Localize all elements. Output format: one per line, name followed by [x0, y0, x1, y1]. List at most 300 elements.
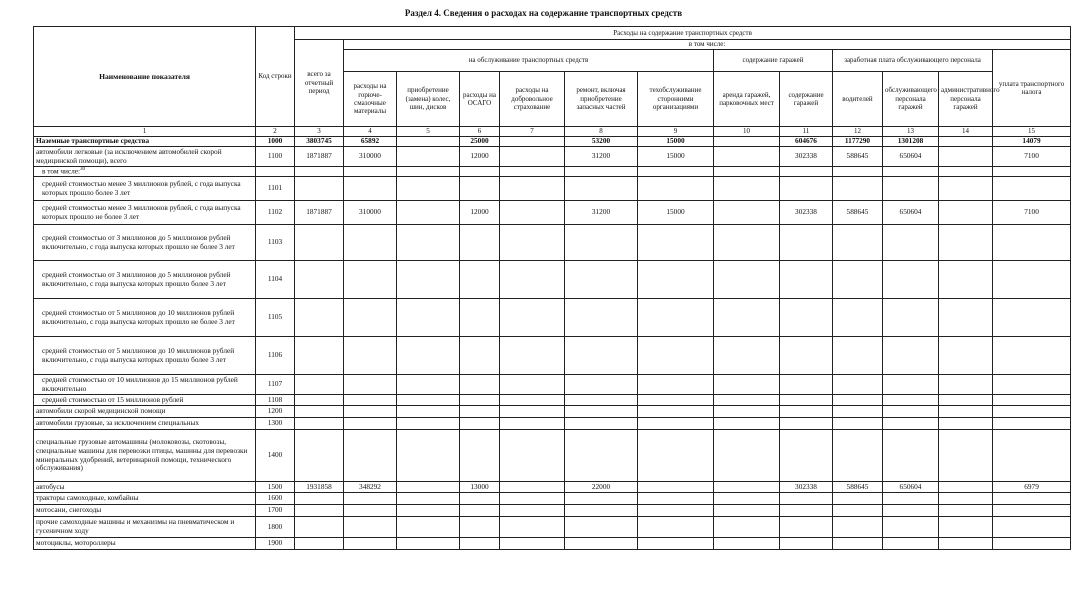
- header-sub: расходы на горюче-смазочные материалы: [344, 72, 397, 127]
- value-cell: [500, 337, 565, 375]
- value-cell: [500, 225, 565, 261]
- value-cell: [565, 337, 638, 375]
- value-cell: [638, 375, 714, 395]
- value-cell: [397, 261, 460, 299]
- value-cell: 22000: [565, 482, 638, 493]
- value-cell: 12000: [460, 147, 500, 167]
- value-cell: [397, 505, 460, 517]
- value-cell: [939, 406, 993, 418]
- row-label: тракторы самоходные, комбайны: [34, 493, 256, 505]
- header-maintenance: на обслуживание транспортных средств: [344, 50, 714, 72]
- row-code: 1600: [256, 493, 295, 505]
- value-cell: [565, 299, 638, 337]
- value-cell: [344, 406, 397, 418]
- value-cell: [714, 538, 780, 550]
- value-cell: [565, 375, 638, 395]
- column-index-cell: 10: [714, 127, 780, 137]
- row-label: средней стоимостью от 15 миллионов рублей: [34, 395, 256, 406]
- value-cell: 15000: [638, 137, 714, 147]
- row-code: 1000: [256, 137, 295, 147]
- value-cell: [638, 337, 714, 375]
- value-cell: [714, 375, 780, 395]
- value-cell: [344, 337, 397, 375]
- value-cell: [397, 337, 460, 375]
- value-cell: [500, 147, 565, 167]
- value-cell: [833, 375, 883, 395]
- row-code: 1108: [256, 395, 295, 406]
- value-cell: [638, 167, 714, 177]
- table-header: [34, 27, 1071, 127]
- value-cell: [993, 430, 1071, 482]
- value-cell: [638, 517, 714, 538]
- value-cell: [939, 375, 993, 395]
- header-sub: расходы на ОСАГО: [460, 72, 500, 127]
- value-cell: [295, 299, 344, 337]
- value-cell: [939, 201, 993, 225]
- value-cell: [638, 418, 714, 430]
- value-cell: [780, 375, 833, 395]
- value-cell: [397, 482, 460, 493]
- value-cell: [397, 201, 460, 225]
- value-cell: [993, 538, 1071, 550]
- row-code: 1700: [256, 505, 295, 517]
- value-cell: [833, 299, 883, 337]
- value-cell: [460, 430, 500, 482]
- value-cell: [460, 261, 500, 299]
- value-cell: 588645: [833, 482, 883, 493]
- row-label: мотоциклы, мотороллеры: [34, 538, 256, 550]
- table-row: [34, 375, 1071, 395]
- value-cell: [883, 375, 939, 395]
- column-index-cell: 13: [883, 127, 939, 137]
- value-cell: [714, 261, 780, 299]
- column-index-cell: 5: [397, 127, 460, 137]
- header-sub: расходы на добровольное страхование: [500, 72, 565, 127]
- value-cell: [883, 395, 939, 406]
- value-cell: [460, 406, 500, 418]
- value-cell: [993, 177, 1071, 201]
- column-index-cell: 12: [833, 127, 883, 137]
- row-label: автобусы: [34, 482, 256, 493]
- table-row: [34, 167, 1071, 177]
- header-including: в том числе:: [344, 40, 1071, 50]
- value-cell: [397, 493, 460, 505]
- value-cell: [939, 177, 993, 201]
- header-sub: приобретение (замена) колес, шин, дисков: [397, 72, 460, 127]
- value-cell: [638, 430, 714, 482]
- row-code: 1900: [256, 538, 295, 550]
- value-cell: [565, 406, 638, 418]
- value-cell: 25000: [460, 137, 500, 147]
- header-tax: уплата транспортного налога: [993, 50, 1071, 127]
- table-row: [34, 430, 1071, 482]
- value-cell: [460, 375, 500, 395]
- table-row: [34, 493, 1071, 505]
- value-cell: [295, 261, 344, 299]
- value-cell: [460, 225, 500, 261]
- value-cell: [460, 167, 500, 177]
- value-cell: [883, 406, 939, 418]
- header-sub: обслуживающего персонала гаражей: [883, 72, 939, 127]
- value-cell: [993, 418, 1071, 430]
- value-cell: [565, 261, 638, 299]
- row-code: [256, 167, 295, 177]
- value-cell: [714, 201, 780, 225]
- row-code: 1103: [256, 225, 295, 261]
- value-cell: [295, 505, 344, 517]
- value-cell: [397, 147, 460, 167]
- row-code: 1107: [256, 375, 295, 395]
- value-cell: 14079: [993, 137, 1071, 147]
- value-cell: [565, 177, 638, 201]
- value-cell: [344, 395, 397, 406]
- value-cell: 650604: [883, 147, 939, 167]
- value-cell: [939, 337, 993, 375]
- value-cell: [939, 538, 993, 550]
- value-cell: [939, 147, 993, 167]
- value-cell: [993, 493, 1071, 505]
- value-cell: [714, 299, 780, 337]
- value-cell: [638, 395, 714, 406]
- value-cell: [780, 395, 833, 406]
- row-code: 1102: [256, 201, 295, 225]
- header-expenses: Расходы на содержание транспортных средств: [295, 27, 1071, 40]
- value-cell: [833, 225, 883, 261]
- value-cell: [295, 375, 344, 395]
- value-cell: [939, 261, 993, 299]
- value-cell: 604676: [780, 137, 833, 147]
- column-index-cell: 8: [565, 127, 638, 137]
- value-cell: [397, 137, 460, 147]
- value-cell: [565, 167, 638, 177]
- value-cell: [714, 147, 780, 167]
- column-index-cell: 9: [638, 127, 714, 137]
- value-cell: [883, 299, 939, 337]
- value-cell: 7100: [993, 201, 1071, 225]
- value-cell: [344, 517, 397, 538]
- value-cell: [638, 406, 714, 418]
- value-cell: [939, 493, 993, 505]
- row-code: 1500: [256, 482, 295, 493]
- value-cell: [397, 538, 460, 550]
- row-code: 1100: [256, 147, 295, 167]
- value-cell: [500, 299, 565, 337]
- value-cell: [344, 375, 397, 395]
- value-cell: [993, 395, 1071, 406]
- value-cell: [500, 395, 565, 406]
- value-cell: [714, 493, 780, 505]
- value-cell: [780, 167, 833, 177]
- value-cell: [993, 299, 1071, 337]
- value-cell: [460, 395, 500, 406]
- value-cell: [939, 505, 993, 517]
- header-code: Код строки: [256, 27, 295, 127]
- table-row: [34, 337, 1071, 375]
- value-cell: 588645: [833, 147, 883, 167]
- value-cell: [500, 418, 565, 430]
- value-cell: 348292: [344, 482, 397, 493]
- value-cell: [500, 167, 565, 177]
- value-cell: [780, 418, 833, 430]
- value-cell: [714, 395, 780, 406]
- value-cell: 1871887: [295, 201, 344, 225]
- column-index-cell: 4: [344, 127, 397, 137]
- row-label: в том числе:$^{30}$: [34, 167, 256, 177]
- value-cell: [500, 177, 565, 201]
- value-cell: [638, 225, 714, 261]
- value-cell: [939, 418, 993, 430]
- section-title: Раздел 4. Сведения о расходах на содержание транспортных средств: [404, 8, 683, 18]
- value-cell: 65892: [344, 137, 397, 147]
- value-cell: [344, 493, 397, 505]
- value-cell: [295, 395, 344, 406]
- value-cell: 302338: [780, 482, 833, 493]
- value-cell: 13000: [460, 482, 500, 493]
- header-total: всего за отчетный период: [295, 40, 344, 127]
- value-cell: [295, 493, 344, 505]
- value-cell: [714, 167, 780, 177]
- value-cell: [993, 375, 1071, 395]
- value-cell: [344, 177, 397, 201]
- value-cell: [993, 505, 1071, 517]
- column-index-cell: 7: [500, 127, 565, 137]
- value-cell: [714, 225, 780, 261]
- value-cell: [565, 418, 638, 430]
- value-cell: [344, 225, 397, 261]
- table-row: [34, 418, 1071, 430]
- value-cell: [638, 261, 714, 299]
- value-cell: [565, 505, 638, 517]
- value-cell: [500, 517, 565, 538]
- value-cell: [833, 517, 883, 538]
- value-cell: [565, 538, 638, 550]
- value-cell: [780, 177, 833, 201]
- value-cell: [638, 538, 714, 550]
- value-cell: [638, 299, 714, 337]
- table-row: [34, 482, 1071, 493]
- value-cell: [780, 517, 833, 538]
- row-label: мотосани, снегоходы: [34, 505, 256, 517]
- value-cell: [833, 505, 883, 517]
- expenses-table: [33, 26, 1071, 550]
- value-cell: [460, 177, 500, 201]
- value-cell: [833, 418, 883, 430]
- value-cell: 302338: [780, 147, 833, 167]
- value-cell: [295, 430, 344, 482]
- table-body: [34, 127, 1071, 550]
- row-label: средней стоимостью от 5 миллионов до 10 миллионов рублей включительно, с года выпуска которых прошло более 3 лет: [34, 337, 256, 375]
- column-index-cell: 1: [34, 127, 256, 137]
- value-cell: 15000: [638, 201, 714, 225]
- row-code: 1300: [256, 418, 295, 430]
- row-label: средней стоимостью от 5 миллионов до 10 миллионов рублей включительно, с года выпуска которых прошло не более 3 лет: [34, 299, 256, 337]
- value-cell: [295, 538, 344, 550]
- column-index-cell: 6: [460, 127, 500, 137]
- value-cell: [939, 517, 993, 538]
- header-sub: административного персонала гаражей: [939, 72, 993, 127]
- value-cell: 7100: [993, 147, 1071, 167]
- table-row: [34, 147, 1071, 167]
- value-cell: [565, 493, 638, 505]
- row-label: средней стоимостью от 3 миллионов до 5 миллионов рублей включительно, с года выпуска которых прошло не более 3 лет: [34, 225, 256, 261]
- value-cell: 12000: [460, 201, 500, 225]
- value-cell: [883, 493, 939, 505]
- value-cell: [939, 430, 993, 482]
- row-label: автомобили легковые (за исключением автомобилей скорой медицинской помощи), всего: [34, 147, 256, 167]
- header-indicator: Наименование показателя: [34, 27, 256, 127]
- header-sub: аренда гаражей, парковочных мест: [714, 72, 780, 127]
- value-cell: [500, 406, 565, 418]
- value-cell: [344, 505, 397, 517]
- value-cell: 53200: [565, 137, 638, 147]
- value-cell: 1301208: [883, 137, 939, 147]
- value-cell: 588645: [833, 201, 883, 225]
- row-label: автомобили скорой медицинской помощи: [34, 406, 256, 418]
- value-cell: [500, 430, 565, 482]
- row-label: автомобили грузовые, за исключением специальных: [34, 418, 256, 430]
- value-cell: [295, 167, 344, 177]
- column-index-row: [34, 127, 1071, 137]
- value-cell: [833, 406, 883, 418]
- value-cell: [500, 538, 565, 550]
- value-cell: [714, 482, 780, 493]
- row-code: 1400: [256, 430, 295, 482]
- row-label: средней стоимостью от 10 миллионов до 15 миллионов рублей включительно: [34, 375, 256, 395]
- value-cell: [295, 517, 344, 538]
- value-cell: [295, 418, 344, 430]
- column-index-cell: 14: [939, 127, 993, 137]
- value-cell: [397, 418, 460, 430]
- row-code: 1800: [256, 517, 295, 538]
- value-cell: [638, 505, 714, 517]
- value-cell: [780, 538, 833, 550]
- value-cell: [833, 538, 883, 550]
- value-cell: 1931858: [295, 482, 344, 493]
- table-row: [34, 201, 1071, 225]
- header-salary: заработная плата обслуживающего персонала: [833, 50, 993, 72]
- value-cell: [883, 418, 939, 430]
- value-cell: [993, 225, 1071, 261]
- value-cell: [780, 299, 833, 337]
- row-label: прочие самоходные машины и механизмы на пневматическом и гусеничном ходу: [34, 517, 256, 538]
- value-cell: [638, 493, 714, 505]
- value-cell: [638, 177, 714, 201]
- value-cell: [344, 299, 397, 337]
- value-cell: [460, 337, 500, 375]
- header-sub: водителей: [833, 72, 883, 127]
- value-cell: [565, 395, 638, 406]
- table-row: [34, 137, 1071, 147]
- value-cell: [883, 517, 939, 538]
- value-cell: [397, 406, 460, 418]
- value-cell: [993, 337, 1071, 375]
- header-garages: содержание гаражей: [714, 50, 833, 72]
- value-cell: [714, 517, 780, 538]
- value-cell: [344, 261, 397, 299]
- value-cell: [565, 225, 638, 261]
- value-cell: [397, 299, 460, 337]
- value-cell: [833, 261, 883, 299]
- value-cell: [500, 375, 565, 395]
- value-cell: 310000: [344, 147, 397, 167]
- value-cell: [500, 201, 565, 225]
- value-cell: 302338: [780, 201, 833, 225]
- value-cell: [500, 261, 565, 299]
- value-cell: [295, 406, 344, 418]
- value-cell: [833, 493, 883, 505]
- value-cell: [295, 177, 344, 201]
- value-cell: [780, 337, 833, 375]
- value-cell: [397, 517, 460, 538]
- value-cell: [397, 375, 460, 395]
- value-cell: [714, 137, 780, 147]
- value-cell: [833, 337, 883, 375]
- table-row: [34, 406, 1071, 418]
- value-cell: 650604: [883, 482, 939, 493]
- value-cell: [883, 225, 939, 261]
- value-cell: [714, 337, 780, 375]
- value-cell: [460, 538, 500, 550]
- value-cell: [397, 167, 460, 177]
- value-cell: [460, 493, 500, 505]
- value-cell: [780, 406, 833, 418]
- value-cell: [714, 418, 780, 430]
- value-cell: [939, 482, 993, 493]
- value-cell: [500, 482, 565, 493]
- value-cell: [833, 395, 883, 406]
- value-cell: 3803745: [295, 137, 344, 147]
- value-cell: [993, 517, 1071, 538]
- value-cell: [460, 505, 500, 517]
- value-cell: [780, 261, 833, 299]
- value-cell: [500, 493, 565, 505]
- value-cell: [780, 225, 833, 261]
- row-label: средней стоимостью менее 3 миллионов рублей, с года выпуска которых прошло более 3 лет: [34, 177, 256, 201]
- value-cell: [295, 225, 344, 261]
- row-code: 1106: [256, 337, 295, 375]
- value-cell: 6979: [993, 482, 1071, 493]
- value-cell: 650604: [883, 201, 939, 225]
- value-cell: [883, 505, 939, 517]
- value-cell: [883, 261, 939, 299]
- value-cell: [714, 406, 780, 418]
- value-cell: [939, 299, 993, 337]
- table-row: [34, 261, 1071, 299]
- value-cell: [993, 406, 1071, 418]
- value-cell: [397, 430, 460, 482]
- value-cell: [883, 337, 939, 375]
- column-index-cell: 2: [256, 127, 295, 137]
- value-cell: [780, 493, 833, 505]
- header-sub: техобслуживание сторонними организациями: [638, 72, 714, 127]
- row-label: средней стоимостью менее 3 миллионов рублей, с года выпуска которых прошло не более 3 лет: [34, 201, 256, 225]
- value-cell: [714, 505, 780, 517]
- column-index-cell: 15: [993, 127, 1071, 137]
- value-cell: [833, 430, 883, 482]
- value-cell: [939, 395, 993, 406]
- value-cell: 31200: [565, 147, 638, 167]
- row-label: специальные грузовые автомашины (молоковозы, скотовозы, специальные машины для перевозки птицы, машины для перевозки минеральных удобрений, ветеринарной помощи, технического обслуживания): [34, 430, 256, 482]
- value-cell: [344, 430, 397, 482]
- value-cell: [460, 517, 500, 538]
- value-cell: [460, 418, 500, 430]
- value-cell: [780, 430, 833, 482]
- row-code: 1101: [256, 177, 295, 201]
- value-cell: [833, 167, 883, 177]
- column-index-cell: 11: [780, 127, 833, 137]
- value-cell: [714, 177, 780, 201]
- value-cell: [397, 225, 460, 261]
